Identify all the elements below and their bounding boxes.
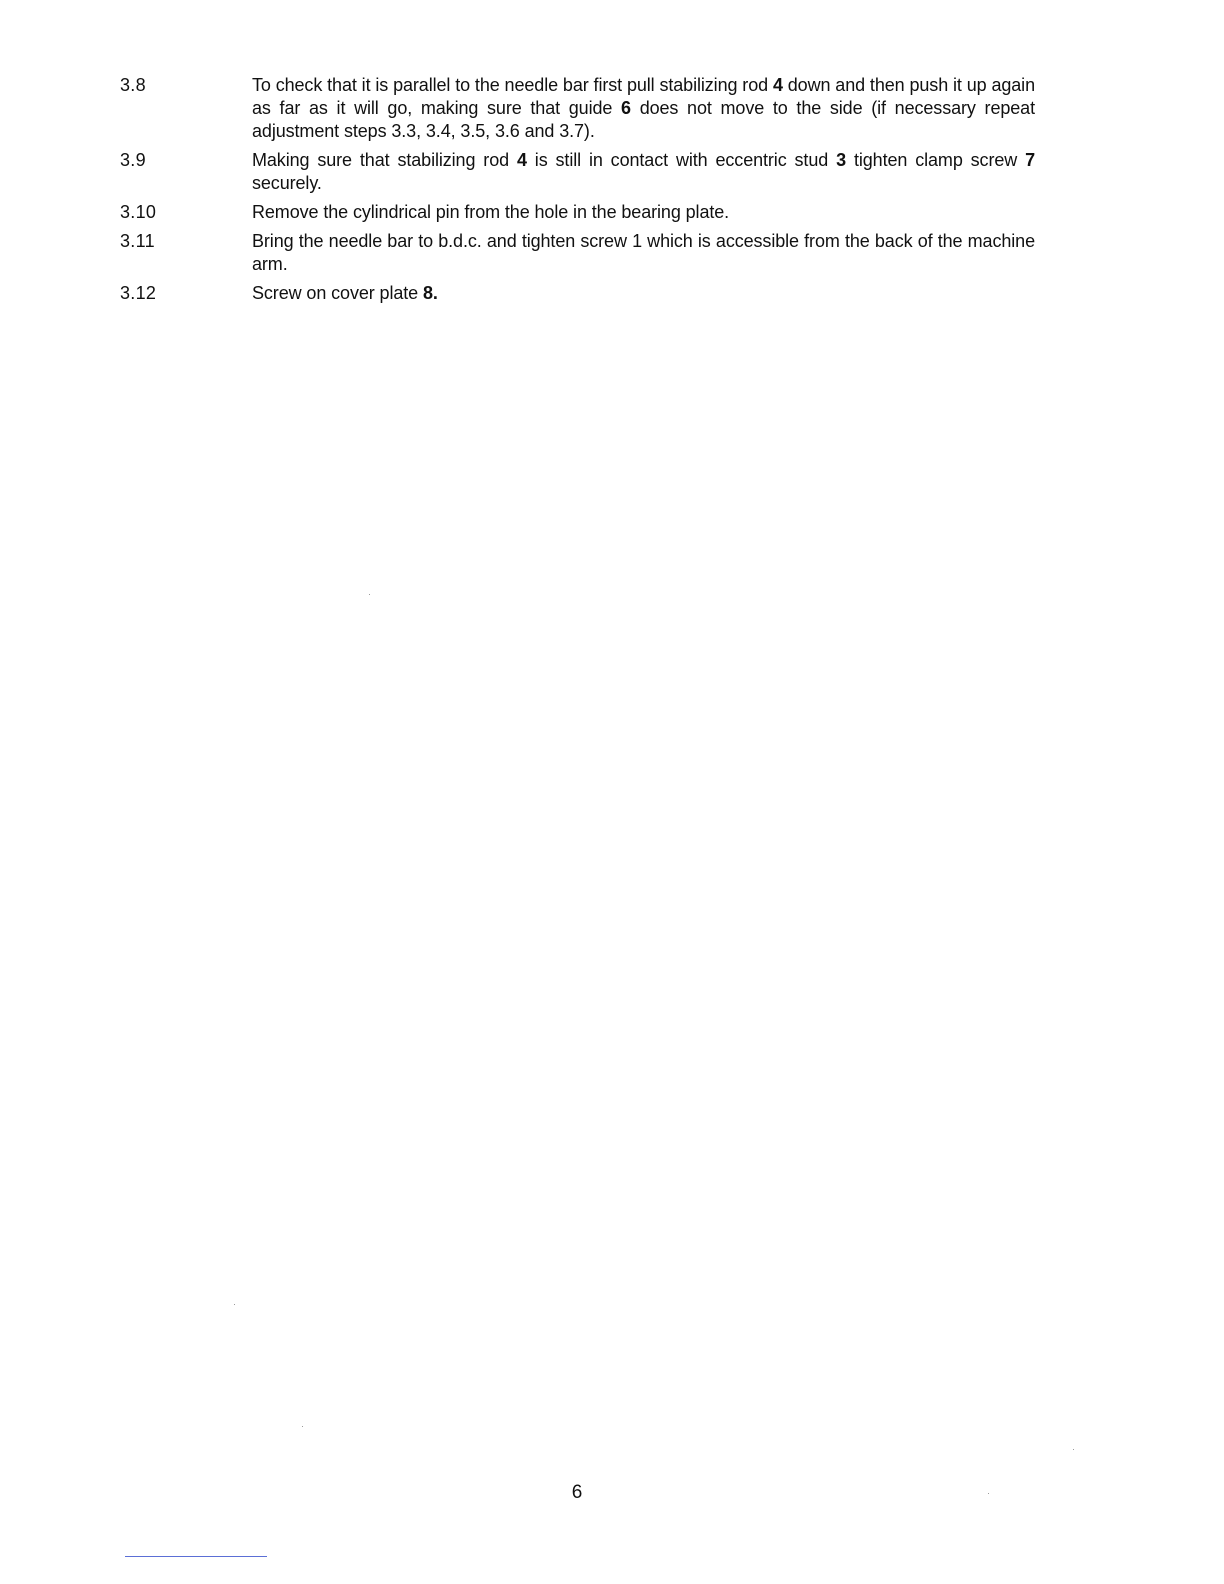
step-text: [252, 282, 1035, 305]
step-number: 3.12: [120, 283, 157, 303]
text-run: Remove the cylindrical pin from the hole in the bearing plate.: [252, 202, 730, 222]
text-run: is still in contact with eccentric stud: [526, 150, 837, 170]
text-run: Screw on cover plate: [252, 283, 423, 303]
step-number: 3.10: [120, 202, 157, 222]
step-text: [252, 201, 1035, 224]
step-3-12: [120, 282, 1035, 305]
part-ref: 8.: [422, 283, 438, 303]
part-ref: 4: [772, 75, 783, 95]
page-number: 6: [571, 1482, 583, 1503]
text-run: securely.: [252, 173, 322, 193]
step-number: 3.9: [120, 150, 146, 170]
text-run: tighten clamp screw: [846, 150, 1026, 170]
step-text: [252, 149, 1035, 195]
part-ref: 3: [836, 150, 847, 170]
text-run: To check that it is parallel to the needle bar first pull stabilizing rod: [252, 75, 773, 95]
scan-underline: [125, 1556, 267, 1557]
step-list: [120, 74, 1035, 311]
step-3-11: [120, 230, 1035, 276]
step-3-9: [120, 149, 1035, 195]
scan-speck: [1073, 1449, 1074, 1450]
part-ref: 4: [516, 150, 527, 170]
step-text: [252, 74, 1035, 143]
scan-speck: [234, 1304, 235, 1305]
part-ref: 6: [621, 98, 631, 118]
scan-speck: [369, 594, 370, 595]
step-number: 3.11: [120, 231, 155, 251]
text-run: down and then push it up again as far as it will go, making sure that guide: [252, 75, 1035, 118]
step-text: [252, 230, 1035, 276]
text-run: Making sure that stabilizing rod: [252, 150, 517, 170]
part-ref: 7: [1025, 150, 1036, 170]
step-3-8: [120, 74, 1035, 143]
text-run: Bring the needle bar to b.d.c. and tighten screw 1 which is accessible from the back of the machine arm.: [252, 231, 1035, 274]
scan-speck: [988, 1493, 989, 1494]
step-3-10: [120, 201, 1035, 224]
step-number: 3.8: [120, 75, 146, 95]
text-run: does not move to the side (if necessary repeat adjustment steps 3.3, 3.4, 3.5, 3.6 and 3.7).: [252, 98, 1035, 141]
scan-speck: [302, 1426, 303, 1427]
